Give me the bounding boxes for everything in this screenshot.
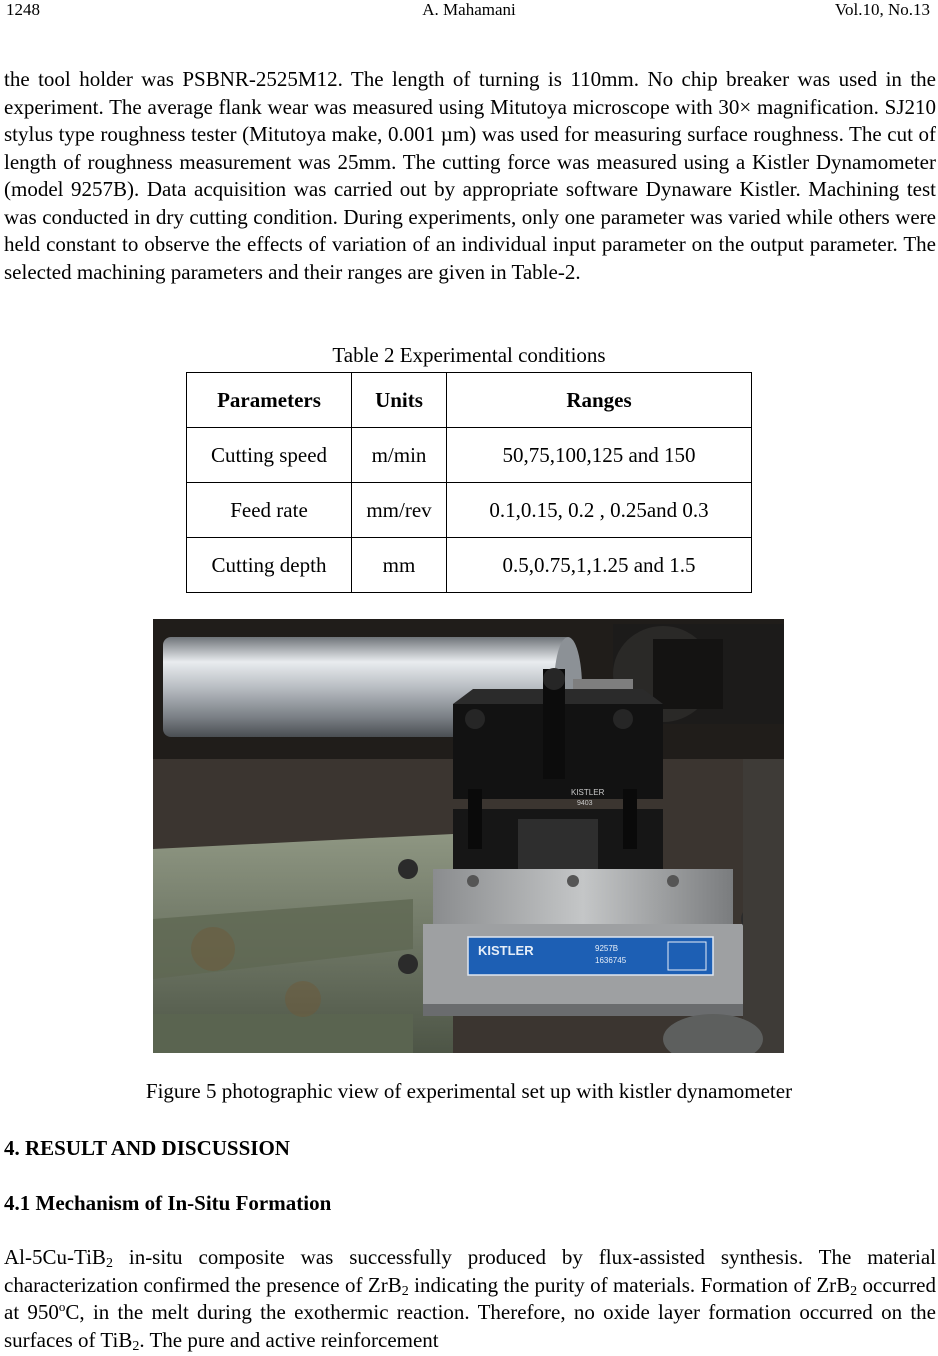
table-cell: 50,75,100,125 and 150 [447, 428, 752, 483]
page-header [0, 0, 938, 30]
nameplate-brand: KISTLER [478, 943, 534, 958]
table-cell: mm [352, 538, 447, 593]
section-heading: 4. RESULT AND DISCUSSION [4, 1136, 290, 1160]
column-header: Parameters [187, 373, 352, 428]
table-cell: Cutting depth [187, 538, 352, 593]
table-cell: Cutting speed [187, 428, 352, 483]
setup-photograph [153, 619, 784, 1053]
table-row [187, 428, 752, 483]
table-cell: mm/rev [352, 483, 447, 538]
subsection-heading: 4.1 Mechanism of In-Situ Formation [4, 1191, 332, 1215]
table-cell: 0.5,0.75,1,1.25 and 1.5 [447, 538, 752, 593]
volume-info: Vol.10, No.13 [834, 0, 930, 19]
running-author: A. Mahamani [422, 0, 516, 19]
table-cell: Feed rate [187, 483, 352, 538]
body-paragraph-mechanism: Al-5Cu-TiB$_2$ in-situ composite was successfully produced by flux-assisted synthesis. The material characterization confirmed the presence of ZrB$_2$ indicating the purity of materials. Formation of ZrB$_2$ occurred at 950$^o$C, in the melt during the exothermic reaction. Therefore, no oxide layer formation occurred on the surfaces of TiB$_2$. The pure and active reinforcement [4, 1245, 936, 1354]
column-header: Units [352, 373, 447, 428]
table-cell: m/min [352, 428, 447, 483]
table-cell: 0.1,0.15, 0.2 , 0.25and 0.3 [447, 483, 752, 538]
top-plate-code: 9403 [577, 800, 593, 807]
experimental-conditions-table [186, 372, 752, 593]
table-row [187, 538, 752, 593]
table-row [187, 483, 752, 538]
page-number: 1248 [6, 0, 40, 19]
column-header: Ranges [447, 373, 752, 428]
nameplate-model: 9257B [595, 944, 619, 953]
nameplate-serial: 1636745 [595, 956, 627, 965]
body-paragraph-intro: the tool holder was PSBNR-2525M12. The length of turning is 110mm. No chip breaker was used in the experiment. The average flank wear was measured using Mitutoya microscope with 30× magnification. SJ210 stylus type roughness tester (Mitutoya make, 0.001 µm) was used for measuring surface roughness. The cut of length of roughness measurement was 25mm. The cutting force was measured using a Kistler Dynamometer (model 9257B). Data acquisition was carried out by appropriate software Dynaware Kistler. Machining test was conducted in dry cutting condition. During experiments, only one parameter was varied while others were held constant to observe the effects of variation of an individual input parameter on the output parameter. The selected machining parameters and their ranges are given in Table-2. [4, 67, 936, 284]
top-plate-label: KISTLER [571, 788, 605, 797]
table-caption: Table 2 Experimental conditions [332, 343, 606, 367]
table-header-row [187, 373, 752, 428]
figure-caption: Figure 5 photographic view of experimental set up with kistler dynamometer [145, 1079, 793, 1103]
